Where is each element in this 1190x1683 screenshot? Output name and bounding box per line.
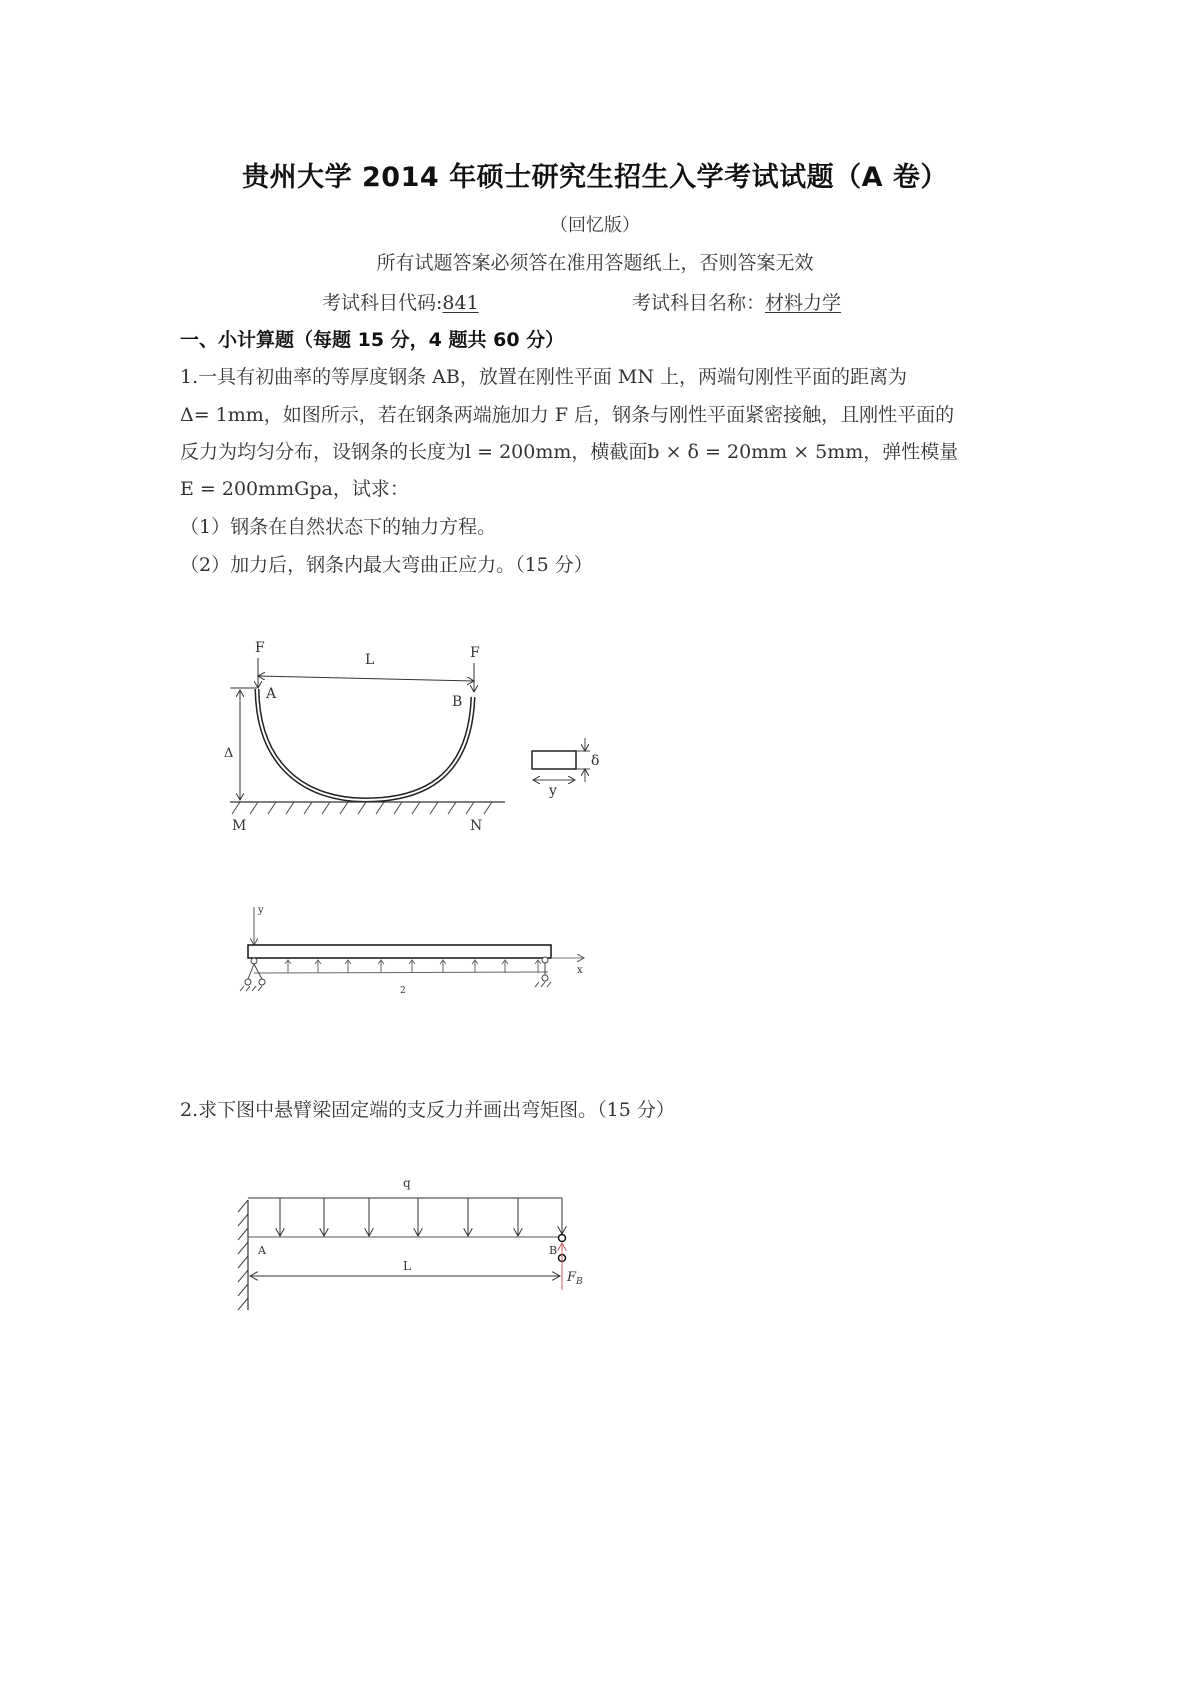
strip-inner [257,689,473,800]
pin-support-left [240,958,265,991]
span-dimension [258,676,474,681]
subject-name-value: 材料力学 [765,292,842,314]
load-baseline [254,972,548,973]
force-left-label: F [255,640,265,656]
span-label-2: 2 [400,986,406,996]
point-a-label-3: A [258,1244,266,1257]
cross-section-rect [532,751,576,769]
load-q-label: q [403,1176,411,1190]
reaction-label-main: F [567,1270,577,1285]
figure-curved-strip [224,630,630,834]
subject-code-label: 考试科目代码: [322,292,443,314]
span-label: L [365,652,375,668]
wall-hatch [238,1200,248,1310]
strip-outer [257,689,473,800]
point-b-label-3: B [549,1244,558,1257]
span-label-3: L [403,1259,411,1273]
q2-text: 2.求下图中悬臂梁固定端的支反力并画出弯矩图。（15 分） [180,1099,675,1121]
gap-label: Δ [224,746,234,761]
beam-rect [248,945,551,958]
support-pin-top [559,1235,566,1242]
subtitle: （回忆版） [550,215,640,236]
ground-m-label: M [232,818,247,834]
width-label: y [549,783,557,799]
ground-n-label: N [470,818,483,834]
q1-part-1: （1）钢条在自然状态下的轴力方程。 [180,516,497,538]
subject-name-label: 考试科目名称： [632,292,766,314]
figure-cantilever [230,1170,610,1310]
reaction-label-sub: B [576,1277,583,1287]
page-title: 贵州大学 2014 年硕士研究生招生入学考试试题（A 卷） [242,162,948,193]
force-right-label: F [470,645,480,661]
reaction-label [566,1270,583,1287]
point-a-label: A [266,686,277,702]
load-arrows [280,1198,562,1236]
subject-code-value: 841 [442,292,479,314]
q1-line-2: Δ= 1mm，如图所示，若在钢条两端施加力 F 后，钢条与刚性平面紧密接触，且刚性平面的 [180,404,955,426]
q1-line-4: E = 200mmGpa，试求： [180,478,409,500]
subject-name [632,288,841,315]
point-b-label: B [452,694,463,710]
notice: 所有试题答案必须答在准用答题纸上，否则答案无效 [376,252,814,274]
q1-line-1: 1.一具有初曲率的等厚度钢条 AB，放置在刚性平面 MN 上，两端句刚性平面的距离为 [180,366,908,388]
q1-part-2: （2）加力后，钢条内最大弯曲正应力。（15 分） [180,554,593,576]
subject-code [322,288,479,315]
y-axis-label: y [258,905,264,916]
section-heading: 一、小计算题（每题 15 分，4 题共 60 分） [180,329,565,351]
thickness-label: δ [591,753,600,769]
x-axis-label: x [577,965,583,976]
figure-straight-beam [230,895,600,1005]
reaction-arrows [285,960,541,973]
q1-line-3: 反力为均匀分布，设钢条的长度为l = 200mm，横截面b × δ = 20mm × 5mm，弹性模量 [180,441,959,463]
ground-hatch [232,802,492,814]
